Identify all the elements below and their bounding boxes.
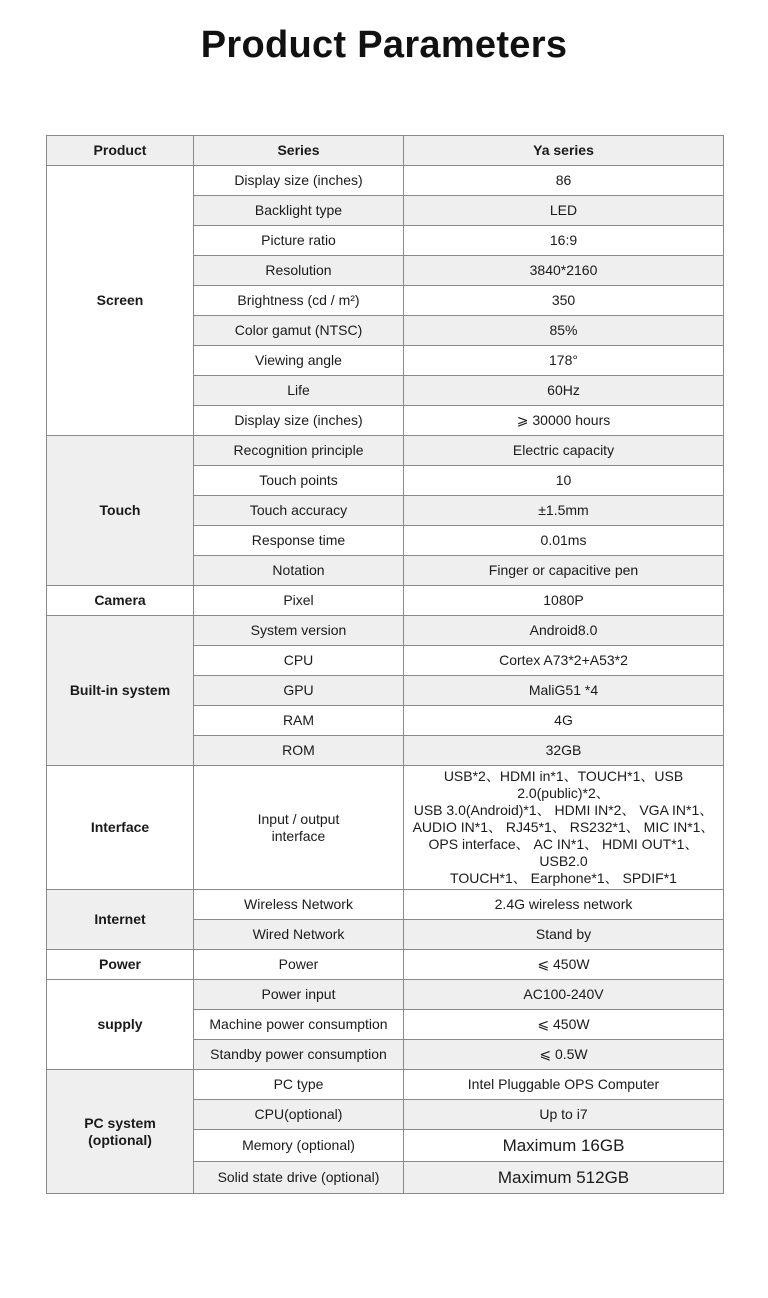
value-cell: Maximum 16GB (404, 1130, 724, 1162)
value-cell: AC100-240V (404, 980, 724, 1010)
category-screen: Screen (47, 166, 194, 436)
series-cell: Viewing angle (194, 346, 404, 376)
value-line: USB 3.0(Android)*1、 HDMI IN*2、 VGA IN*1、 (413, 802, 714, 818)
category-touch: Touch (47, 436, 194, 586)
category-power: Power (47, 950, 194, 980)
series-cell: Wireless Network (194, 890, 404, 920)
value-line: USB*2、HDMI in*1、TOUCH*1、USB 2.0(public)*2、 (443, 768, 684, 801)
value-cell: 32GB (404, 736, 724, 766)
category-internet: Internet (47, 890, 194, 950)
series-cell: Display size (inches) (194, 166, 404, 196)
series-cell: Machine power consumption (194, 1010, 404, 1040)
table-row (47, 1070, 724, 1100)
value-line: OPS interface、 AC IN*1、 HDMI OUT*1、 USB2.0 (428, 836, 699, 869)
value-cell: MaliG51 *4 (404, 676, 724, 706)
table-row (47, 166, 724, 196)
value-cell (404, 766, 724, 890)
page-title: Product Parameters (200, 24, 568, 66)
value-cell: 2.4G wireless network (404, 890, 724, 920)
value-cell: ⩽ 450W (404, 1010, 724, 1040)
table-row (47, 766, 724, 890)
series-cell: Recognition principle (194, 436, 404, 466)
value-cell: Stand by (404, 920, 724, 950)
table-row (47, 950, 724, 980)
value-cell: Electric capacity (404, 436, 724, 466)
value-cell: Finger or capacitive pen (404, 556, 724, 586)
series-cell: Backlight type (194, 196, 404, 226)
category-interface: Interface (47, 766, 194, 890)
series-cell: Touch accuracy (194, 496, 404, 526)
series-cell: CPU (194, 646, 404, 676)
series-cell: Power (194, 950, 404, 980)
value-line: AUDIO IN*1、 RJ45*1、 RS232*1、 MIC IN*1、 (412, 819, 715, 835)
series-cell: Standby power consumption (194, 1040, 404, 1070)
value-cell: Intel Pluggable OPS Computer (404, 1070, 724, 1100)
value-cell: 0.01ms (404, 526, 724, 556)
value-cell: ⩾ 30000 hours (404, 406, 724, 436)
value-line: TOUCH*1、 Earphone*1、 SPDIF*1 (450, 870, 677, 886)
category-supply: supply (47, 980, 194, 1070)
value-cell: 4G (404, 706, 724, 736)
table-row (47, 586, 724, 616)
value-cell: 16:9 (404, 226, 724, 256)
series-cell: Power input (194, 980, 404, 1010)
header-product: Product (47, 136, 194, 166)
value-cell: ⩽ 450W (404, 950, 724, 980)
table-header-row (47, 136, 724, 166)
table-row (47, 616, 724, 646)
series-line: Input / output (257, 810, 340, 827)
series-cell: Display size (inches) (194, 406, 404, 436)
series-cell: ROM (194, 736, 404, 766)
value-cell: 3840*2160 (404, 256, 724, 286)
value-cell: ±1.5mm (404, 496, 724, 526)
value-cell: Maximum 512GB (404, 1162, 724, 1194)
series-cell: Life (194, 376, 404, 406)
series-cell: PC type (194, 1070, 404, 1100)
series-cell: Touch points (194, 466, 404, 496)
value-cell: 350 (404, 286, 724, 316)
value-cell: 60Hz (404, 376, 724, 406)
series-cell: Notation (194, 556, 404, 586)
series-cell: RAM (194, 706, 404, 736)
series-cell: Color gamut (NTSC) (194, 316, 404, 346)
value-cell: LED (404, 196, 724, 226)
series-cell: Solid state drive (optional) (194, 1162, 404, 1194)
series-cell: GPU (194, 676, 404, 706)
value-cell: Android8.0 (404, 616, 724, 646)
value-cell: ⩽ 0.5W (404, 1040, 724, 1070)
value-cell: Cortex A73*2+A53*2 (404, 646, 724, 676)
header-ya-series: Ya series (404, 136, 724, 166)
value-cell: 10 (404, 466, 724, 496)
value-cell: Up to i7 (404, 1100, 724, 1130)
series-cell: Resolution (194, 256, 404, 286)
value-cell: 178° (404, 346, 724, 376)
category-built-in-system: Built-in system (47, 616, 194, 766)
series-cell: System version (194, 616, 404, 646)
series-cell: Brightness (cd / m²) (194, 286, 404, 316)
value-cell: 1080P (404, 586, 724, 616)
header-series: Series (194, 136, 404, 166)
series-cell: Wired Network (194, 920, 404, 950)
series-cell: Memory (optional) (194, 1130, 404, 1162)
series-cell: Picture ratio (194, 226, 404, 256)
series-cell (194, 766, 404, 890)
series-cell: Pixel (194, 586, 404, 616)
category-pc-system: PC system (optional) (47, 1070, 194, 1194)
series-line: interface (271, 827, 326, 844)
category-camera: Camera (47, 586, 194, 616)
table-row (47, 980, 724, 1010)
table-row (47, 890, 724, 920)
series-cell: CPU(optional) (194, 1100, 404, 1130)
product-parameters-table (46, 135, 724, 1194)
value-cell: 85% (404, 316, 724, 346)
value-cell: 86 (404, 166, 724, 196)
series-cell: Response time (194, 526, 404, 556)
table-row (47, 436, 724, 466)
